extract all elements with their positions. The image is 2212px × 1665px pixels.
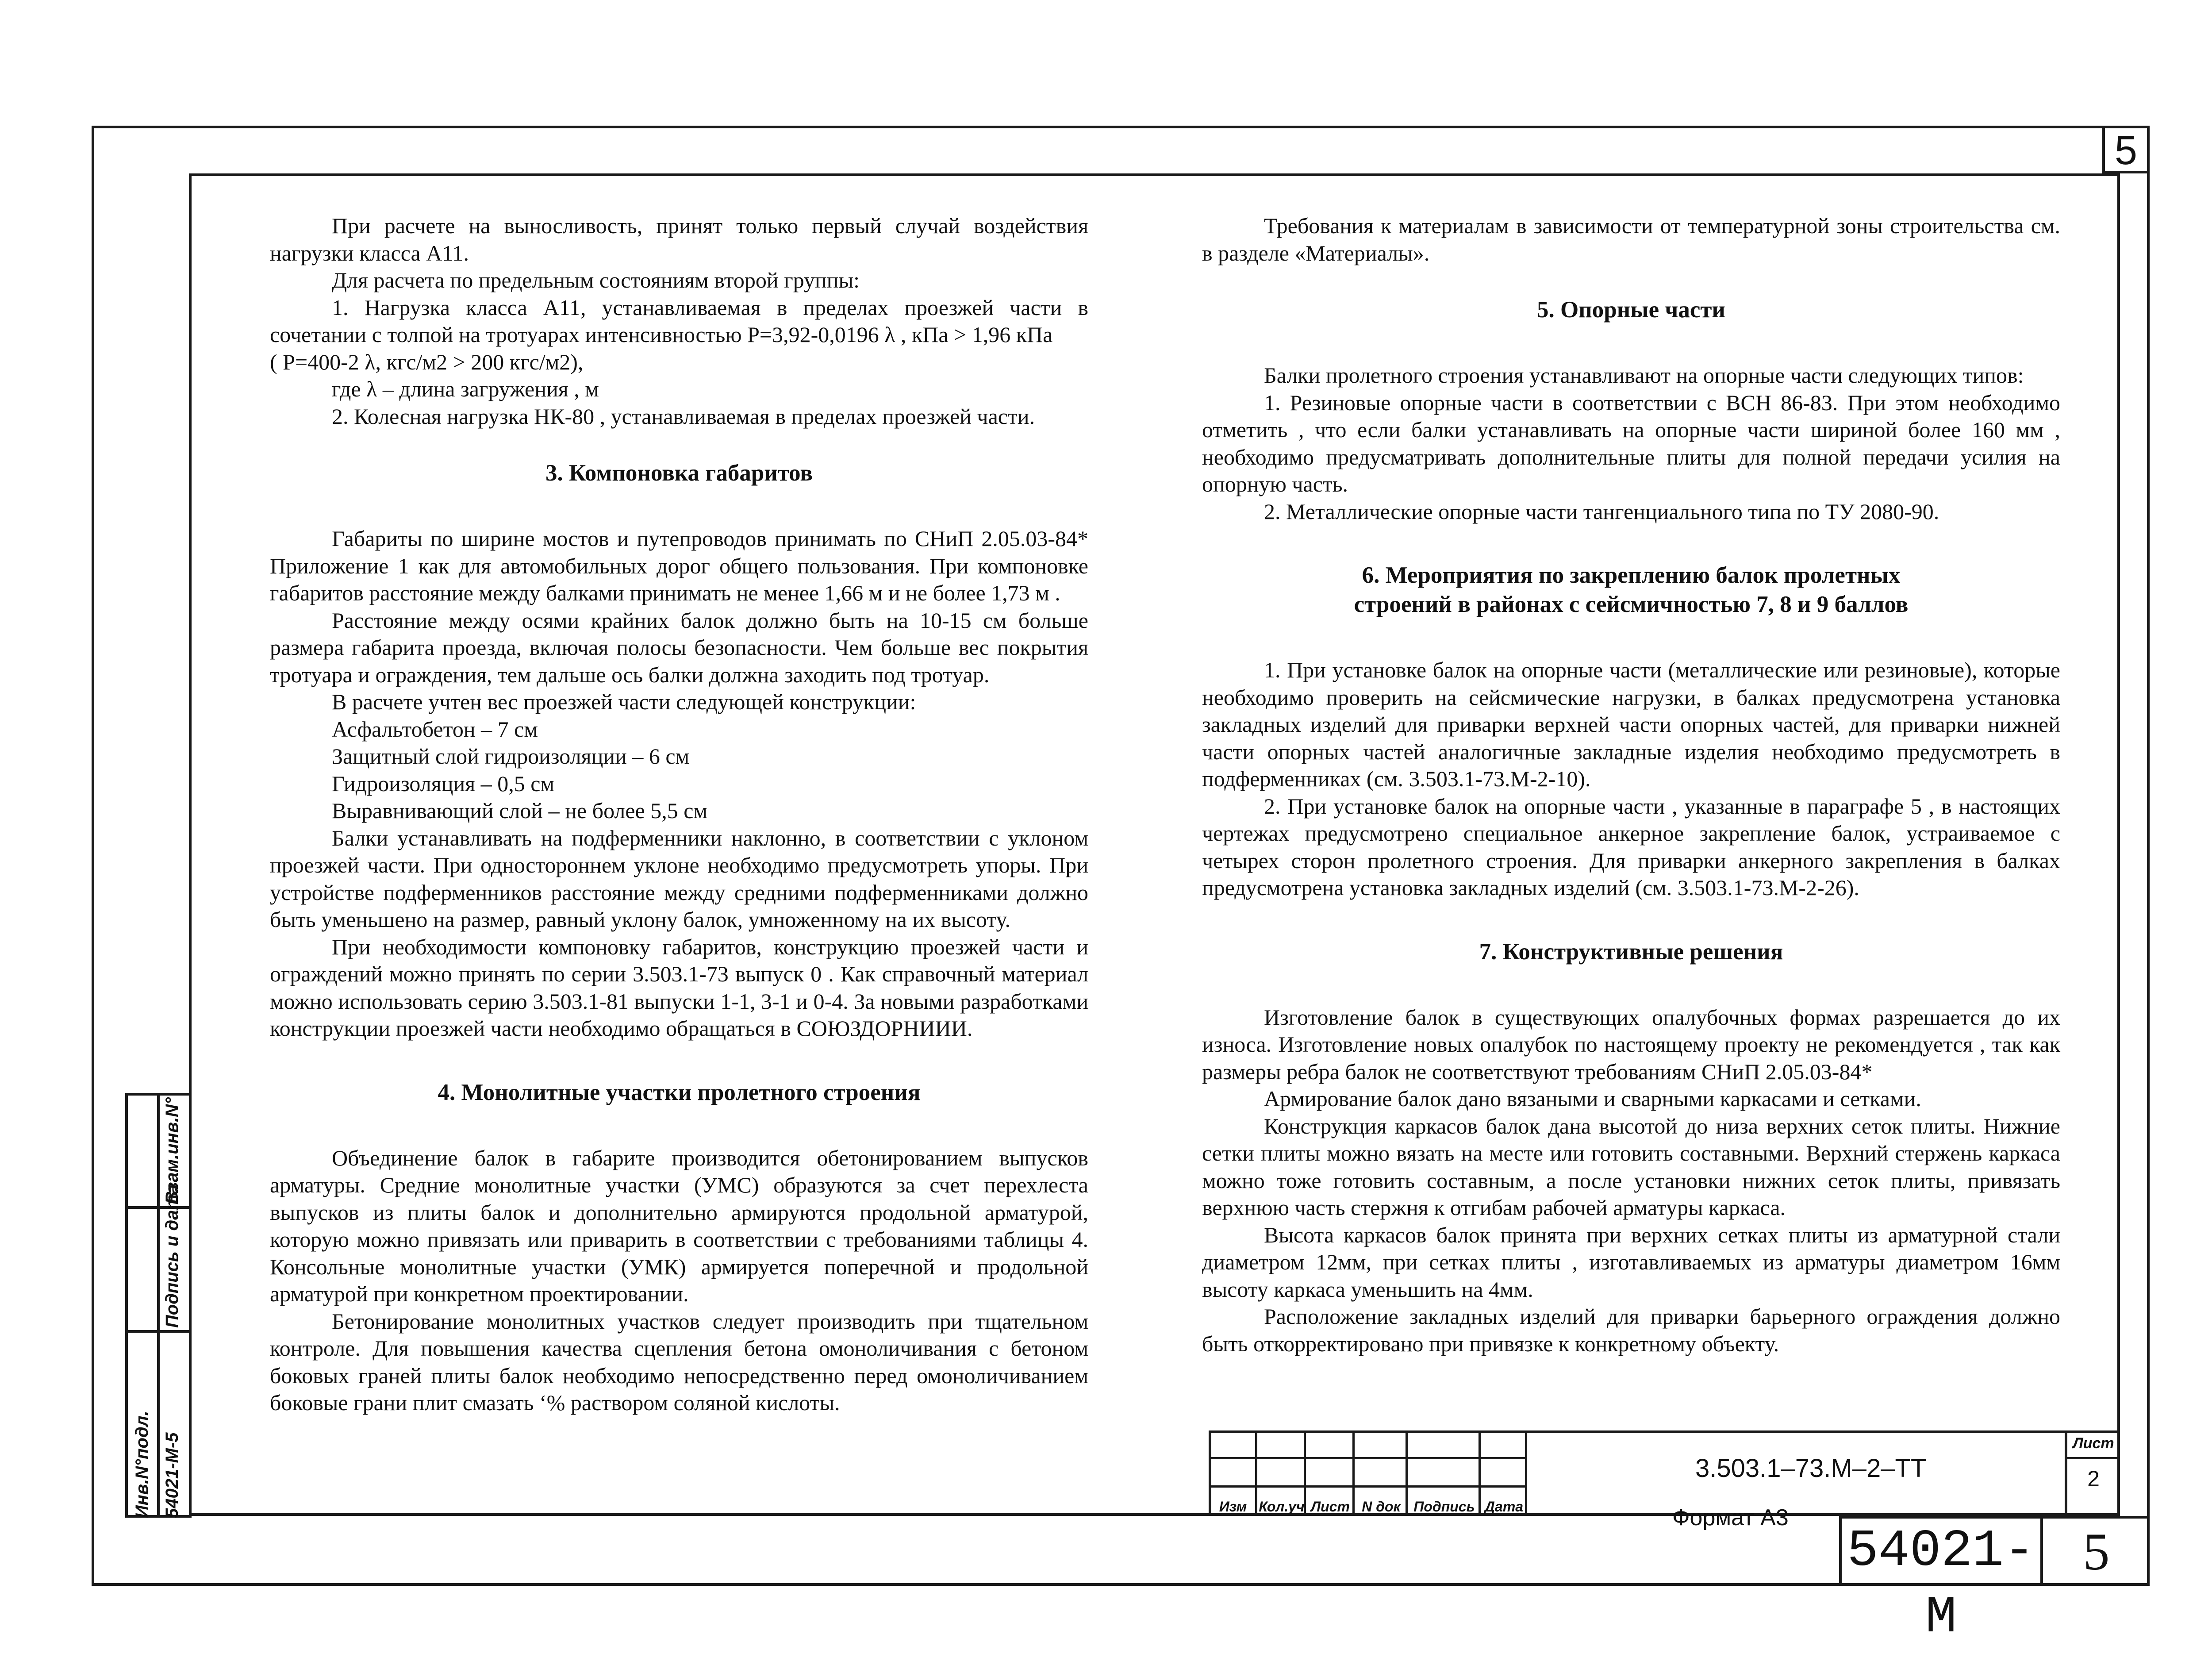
grid-cell bbox=[1355, 1430, 1408, 1459]
inventory-code: 54021-М bbox=[1842, 1519, 2043, 1586]
paragraph: Габариты по ширине мостов и путепроводов принимать по СНиП 2.05.03-84* Приложение 1 как для автомобильных дорог общего пользования. При компоновке габаритов расстояние между балками принимать не менее 1,66 м и не более 1,73 м . bbox=[270, 526, 1088, 605]
grid-cell bbox=[1481, 1459, 1527, 1488]
stamp-inventory-code: 54021-М-5 bbox=[162, 1432, 182, 1518]
paragraph: Для расчета по предельным состояниям второй группы: bbox=[332, 268, 860, 292]
list-item: Асфальтобетон – 7 см bbox=[332, 716, 538, 742]
document-designation: 3.503.1–73.М–2–ТТ bbox=[1695, 1454, 1927, 1483]
paragraph: При расчете на выносливость, принят только первый случай воздействия нагрузки класса А11. bbox=[270, 213, 1088, 265]
stamp-signature-date: Подпись и дата bbox=[162, 1184, 182, 1328]
grid-cell bbox=[1355, 1459, 1408, 1488]
sheet-number: 2 bbox=[2087, 1466, 2100, 1491]
paragraph: 1. Нагрузка класса А11, устанавливаемая в пределах проезжей части в сочетании с толпой на тротуарах интенсивностью Р=3,92-0,0196 λ , кПа > 1,96 кПа bbox=[270, 295, 1088, 347]
sheet-divider bbox=[2065, 1457, 2120, 1459]
page-number-bottom: 5 bbox=[2083, 1522, 2110, 1581]
paragraph: При необходимости компоновку габаритов, конструкцию проезжей части и ограждений можно принять по серии 3.503.1-73 выпуск 0 . Как справочный материал можно использовать серию 3.503.1-81 выпуски 1-1, 3-1 и 0-4. За новыми разработками конструкции проезжей части необходимо обращаться в СОЮЗДОРНИИИ. bbox=[270, 934, 1088, 1041]
label-doc-number: N док bbox=[1362, 1499, 1401, 1515]
grid-cell bbox=[1306, 1430, 1355, 1459]
paragraph: Армирование балок дано вязаными и сварными каркасами и сетками. bbox=[1264, 1086, 1921, 1111]
label-count: Кол.уч bbox=[1259, 1499, 1305, 1515]
paragraph: Балки устанавливать на подферменники наклонно, в соответствии с уклоном проезжей части. При одностороннем уклоне необходимо предусмотреть упоры. При устройстве подферменников расстояние между средними подферменниками должно быть уменьшено на размер, равный уклону балок, умноженному на их высоту. bbox=[270, 825, 1088, 932]
grid-cell bbox=[1408, 1430, 1481, 1459]
list-item: Гидроизоляция – 0,5 см bbox=[332, 771, 555, 796]
title-block bbox=[1209, 1430, 2120, 1516]
side-stamp bbox=[125, 1093, 192, 1518]
label-sheet: Лист bbox=[1311, 1499, 1350, 1515]
paragraph: Расположение закладных изделий для приварки барьерного ограждения должно быть откорректировано при привязке к конкретному объекту. bbox=[1202, 1304, 2060, 1356]
paragraph: Расстояние между осями крайних балок должно быть на 10-15 см больше размера габарита проезда, включая полосы безопасности. Чем больше вес покрытия тротуара и ограждения, тем дальше ось балки должна заходить под тротуар. bbox=[270, 608, 1088, 687]
paragraph: Бетонирование монолитных участков следует производить при тщательном контроле. Для повышения качества сцепления бетона омоноличивания с бетоном боковых граней плиты балок необходимо непосредственно перед омоноличиванием боковые грани плит смазать ‘% раствором соляной кислоты. bbox=[270, 1308, 1088, 1415]
grid-cell bbox=[1209, 1430, 1257, 1459]
grid-cell bbox=[1257, 1430, 1306, 1459]
label-signature: Подпись bbox=[1413, 1499, 1475, 1515]
paragraph: Балки пролетного строения устанавливают на опорные части следующих типов: bbox=[1264, 363, 2024, 388]
list-item: Защитный слой гидроизоляции – 6 см bbox=[332, 744, 690, 769]
grid-cell bbox=[1306, 1459, 1355, 1488]
format-label: Формат А3 bbox=[1672, 1505, 1789, 1530]
section-heading-5: 5. Опорные части bbox=[1537, 297, 1725, 323]
paragraph: Высота каркасов балок принята при верхних сетках плиты из арматурной стали диаметром 12мм, при сетках плиты , изготавливаемых из арматуры диаметром 16мм высоту каркаса уменьшить на 4мм. bbox=[1202, 1222, 2060, 1302]
stamp-replacement-inventory: Взам.инв.N° bbox=[162, 1097, 182, 1204]
paragraph: Конструкция каркасов балок дана высотой до низа верхних сеток плиты. Нижние сетки плиты можно вязать на месте или готовить составными. Верхний стержень каркаса можно тоже готовить составным, а после установки нижних сеток плиты, привязать верхнюю часть стержня к отгибам рабочей арматуры каркаса. bbox=[1202, 1113, 2060, 1220]
stamp-divider bbox=[128, 1330, 189, 1333]
bottom-code-box bbox=[1839, 1516, 2150, 1647]
sheet-label: Лист bbox=[2073, 1435, 2114, 1452]
section-heading-6-line1: 6. Мероприятия по закреплению балок пролетных bbox=[1362, 562, 1901, 588]
right-column bbox=[1202, 212, 2060, 1357]
label-date: Дата bbox=[1484, 1499, 1524, 1515]
paragraph: В расчете учтен вес проезжей части следующей конструкции: bbox=[332, 689, 916, 714]
grid-cell bbox=[1408, 1459, 1481, 1488]
list-item: Выравнивающий слой – не более 5,5 см bbox=[332, 798, 708, 823]
paragraph: Объединение балок в габарите производится обетонированием выпусков арматуры. Средние монолитные участки (УМС) образуются за счет перехлеста выпусков из плиты балок и дополнительно армируются продольной арматурой, которую можно привязать или приварить в соответствии с требованиями таблицы 4. Консольные монолитные участки (УМК) армируется поперечной и продольной арматурой при конкретном проектировании. bbox=[270, 1145, 1088, 1306]
paragraph: где λ – длина загружения , м bbox=[332, 377, 599, 401]
paragraph: 1. При установке балок на опорные части (металлические или резиновые), которые необходимо проверить на сейсмические нагрузки, в балках предусмотрена установка закладных изделий для приварки верхней части опорных частей, для приварки нижней части опорных частей аналогичные закладные изделия необходимо предусмотреть в подферменниках (см. 3.503.1-73.М-2-10). bbox=[1202, 658, 2060, 791]
paragraph: 1. Резиновые опорные части в соответствии с ВСН 86-83. При этом необходимо отметить , что если балки устанавливать на опорные части шириной более 160 мм , необходимо предусматривать дополнительные плиты для полной передачи усилия на опорную часть. bbox=[1202, 390, 2060, 496]
section-heading-7: 7. Конструктивные решения bbox=[1479, 938, 1783, 965]
paragraph: Изготовление балок в существующих опалубочных формах разрешается до их износа. Изготовление новых опалубок по настоящему проекту не рекомендуется , так как размеры ребра балок не соответствуют требованиям СНиП 2.05.03-84* bbox=[1202, 1004, 2060, 1084]
stamp-divider bbox=[157, 1096, 160, 1515]
section-heading-6-line2: строений в районах с сейсмичностью 7, 8 и 9 баллов bbox=[1354, 592, 1909, 617]
grid-cell bbox=[1481, 1430, 1527, 1459]
grid-cell bbox=[1209, 1459, 1257, 1488]
section-heading-4: 4. Монолитные участки пролетного строения bbox=[438, 1079, 921, 1105]
paragraph: 2. Металлические опорные части тангенциального типа по ТУ 2080-90. bbox=[1264, 499, 1939, 524]
paragraph: ( Р=400-2 λ, кгс/м2 > 200 кгс/м2), bbox=[270, 349, 584, 374]
stamp-inventory-label: Инв.N°подл. bbox=[132, 1411, 152, 1518]
section-heading-3: 3. Компоновка габаритов bbox=[545, 460, 813, 486]
label-change: Изм bbox=[1219, 1499, 1247, 1515]
revision-grid bbox=[1209, 1430, 1527, 1516]
paragraph: 2. Колесная нагрузка НК-80 , устанавливаемая в пределах проезжей части. bbox=[332, 404, 1035, 429]
paragraph: 2. При установке балок на опорные части , указанные в параграфе 5 , в настоящих чертежах предусмотрено специальное анкерное закрепление балок, устраиваемое с четырех сторон пролетного строения. Для приварки анкерного закрепления в балках предусмотрена установка закладных изделий (см. 3.503.1-73.М-2-26). bbox=[1202, 793, 2060, 900]
grid-cell bbox=[1257, 1459, 1306, 1488]
left-column bbox=[270, 212, 1088, 1417]
page-number-top: 5 bbox=[2102, 126, 2150, 173]
paragraph: Требования к материалам в зависимости от температурной зоны строительства см. в разделе «Материалы». bbox=[1202, 213, 2060, 265]
